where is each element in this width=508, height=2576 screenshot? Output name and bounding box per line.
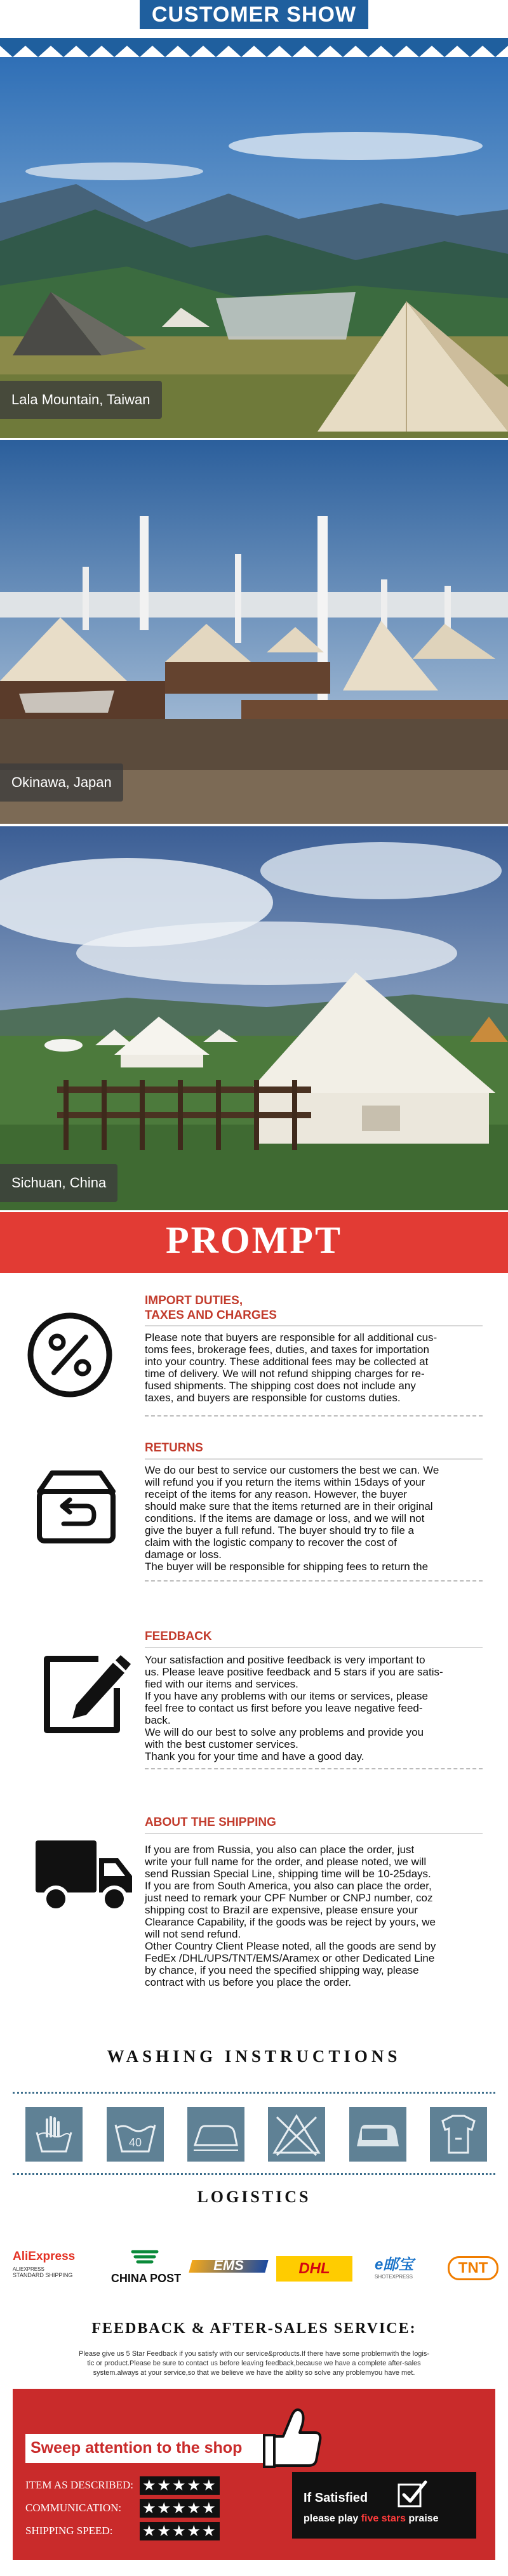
dhl-logo (276, 2256, 352, 2282)
text-line: us. Please leave positive feedback and 5 stars if you are satis- (145, 1666, 443, 1678)
text-line: taxes, and buyers are responsible for customs duties. (145, 1392, 401, 1404)
rating-rows (25, 2474, 267, 2542)
star-rating: ★★★★★ (140, 2476, 220, 2495)
text-line: damage or loss. (145, 1549, 222, 1561)
text-line: system.always at your service,so that we believe we have the ability so solve any problemyou have met. (93, 2369, 415, 2377)
praise-highlight: five stars (361, 2513, 406, 2524)
praise-pre: please play (304, 2513, 361, 2524)
prompt-title: PROMPT (166, 1219, 342, 1261)
zigzag-divider (0, 38, 508, 57)
section-text-shipping (145, 1844, 483, 1988)
tnt-logo (448, 2256, 498, 2282)
feedback-service-title: FEEDBACK & AFTER-SALES SERVICE: (91, 2320, 417, 2337)
text-line: FedEx /DHL/UPS/TNT/EMS/Aramex or other Dedicated Line (145, 1952, 435, 1964)
dashed-divider (145, 1768, 483, 1769)
section-title-returns: RETURNS (145, 1441, 203, 1455)
no-iron-icon (349, 2107, 406, 2162)
customer-photo-sichuan (0, 826, 508, 1210)
section-text-returns (145, 1464, 483, 1573)
section-title-line: IMPORT DUTIES, (145, 1294, 243, 1307)
ems-logo (190, 2256, 267, 2282)
section-title-import-duties (145, 1293, 277, 1323)
dry-icon (430, 2107, 487, 2162)
sichuan-meadow-image (0, 826, 508, 1210)
section-divider (145, 1458, 483, 1460)
text-line: tic or product.Please be sure to contact us before leaving feedback,because we have a complete after-sales (87, 2360, 421, 2367)
section-title-feedback: FEEDBACK (145, 1630, 212, 1643)
photo-caption: Sichuan, China (0, 1164, 117, 1202)
text-line: Please give us 5 Star Feedback if you satisfy with our service&products.If there have some problemwith the logis- (78, 2350, 430, 2358)
text-line: Your satisfaction and positive feedback is very important to (145, 1654, 425, 1666)
text-line: into your country. These additional fees may be collected at (145, 1356, 429, 1368)
feedback-service-text (32, 2349, 476, 2378)
text-line: conditions. If the items are damage or loss, and we will not (145, 1512, 425, 1524)
text-line: feel free to contact us first before you leave negative feed- (145, 1702, 423, 1714)
section-divider (145, 1833, 483, 1834)
dotted-divider (13, 2173, 495, 2175)
text-line: receipt of the items for any reason. However, the buyer (145, 1488, 407, 1500)
text-line: by chance, if you need the specified shipping way, please (145, 1964, 419, 1976)
customer-photo-okinawa (0, 440, 508, 824)
text-line: The buyer will be responsible for shipping fees to return the (145, 1561, 429, 1573)
no-bleach-icon (268, 2107, 325, 2162)
text-line: should make sure that the items returned are in their original (145, 1500, 433, 1512)
thumbs-up-icon (260, 2402, 324, 2472)
text-line: just need to remark your CPF Number or CNPJ number, coz (145, 1892, 433, 1904)
text-line: toms fees, brokerage fees, duties, and taxes for importation (145, 1344, 429, 1356)
hand-wash-icon (25, 2107, 83, 2162)
china-post-icon (129, 2247, 161, 2268)
edit-icon (38, 1650, 133, 1739)
photo-caption: Okinawa, Japan (0, 763, 123, 802)
banner-heading: Sweep attention to the shop (30, 2439, 243, 2457)
photo-caption: Lala Mountain, Taiwan (0, 381, 162, 419)
text-line: If you are from South America, you also can place the order, (145, 1880, 432, 1892)
checkbox-icon (396, 2478, 428, 2510)
text-line: claim with the logistic company to recover the cost of (145, 1536, 397, 1549)
star-rating: ★★★★★ (140, 2522, 220, 2540)
return-box-icon (33, 1469, 119, 1545)
text-line: will refund you if you return the items within 15days of your (145, 1476, 425, 1488)
wash-temp-label: 40 (128, 2136, 142, 2149)
aliexpress-logo (13, 2250, 89, 2288)
star-rating: ★★★★★ (140, 2499, 220, 2518)
praise-post: praise (405, 2513, 439, 2524)
text-line: Other Country Client Please noted, all the goods are send by (145, 1940, 436, 1952)
logistics-title: LOGISTICS (197, 2188, 311, 2206)
section-title-line: TAXES AND CHARGES (145, 1309, 277, 1322)
wash-40-icon (107, 2107, 164, 2162)
section-text-import-duties (145, 1331, 483, 1404)
text-line: If you are from Russia, you also can place the order, just (145, 1844, 415, 1856)
carrier-sub: ALIEXPRESS (13, 2266, 44, 2272)
text-line: with the best customer services. (145, 1738, 298, 1750)
carrier-name: CHINA POST (110, 2272, 182, 2285)
satisfied-label: If Satisfied (304, 2491, 368, 2505)
dashed-divider (145, 1580, 483, 1582)
rating-label: COMMUNICATION: (25, 2502, 122, 2514)
rating-row (25, 2497, 267, 2520)
text-line: Thank you for your time and have a good day. (145, 1750, 364, 1762)
praise-text (304, 2513, 439, 2525)
section-title-shipping: ABOUT THE SHIPPING (145, 1816, 276, 1829)
carrier-name: EMS (213, 2257, 244, 2273)
text-line: back. (145, 1714, 171, 1726)
text-line: If you have any problems with our items or services, please (145, 1690, 428, 1702)
rating-row (25, 2520, 267, 2542)
text-line: fused shipments. The shipping cost does not include any (145, 1380, 416, 1392)
text-line: Please note that buyers are responsible for all additional cus- (145, 1331, 438, 1344)
carrier-sub: STANDARD SHIPPING (13, 2272, 73, 2278)
dashed-divider (145, 1415, 483, 1417)
text-line: fied with our items and services. (145, 1678, 298, 1690)
percent-icon (25, 1311, 114, 1399)
text-line: time of delivery. We will not refund shipping charges for re- (145, 1368, 425, 1380)
section-divider (145, 1325, 483, 1326)
carrier-name: e邮宝 (375, 2256, 414, 2273)
customer-photo-lala-mountain (0, 57, 508, 438)
rating-label: SHIPPING SPEED: (25, 2525, 113, 2537)
carrier-name: AliExpress (13, 2250, 76, 2263)
carrier-sub: SHOTEXPRESS (375, 2274, 413, 2280)
iron-icon (187, 2107, 244, 2162)
text-line: We do our best to service our customers the best we can. We (145, 1464, 439, 1476)
text-line: contract with us before you place the order. (145, 1976, 352, 1988)
rating-label: ITEM AS DESCRIBED: (25, 2479, 134, 2491)
text-line: We will do our best to solve any problems and provide you (145, 1726, 424, 1738)
text-line: give the buyer a full refund. The buyer should try to file a (145, 1524, 414, 1536)
washing-instructions-title: WASHING INSTRUCTIONS (107, 2047, 401, 2066)
text-line: shipping cost to Brazil are expensive, please ensure your (145, 1904, 418, 1916)
customer-show-title: CUSTOMER SHOW (151, 3, 357, 27)
eyoubao-logo (375, 2252, 444, 2287)
rating-row (25, 2474, 267, 2497)
carrier-name: TNT (448, 2256, 498, 2280)
dotted-divider (13, 2092, 495, 2094)
truck-icon (33, 1834, 135, 1917)
section-text-feedback (145, 1654, 483, 1762)
section-divider (145, 1647, 483, 1648)
text-line: send Russian Special Line, shipping time will be 10-25days. (145, 1868, 431, 1880)
text-line: will not send refund. (145, 1928, 241, 1940)
carrier-name: DHL (298, 2260, 330, 2277)
china-post-logo (105, 2247, 187, 2291)
text-line: Clearance Capability, if the goods was be reject by yours, we (145, 1916, 436, 1928)
text-line: write your full name for the order, and please noted, we will (145, 1856, 427, 1868)
